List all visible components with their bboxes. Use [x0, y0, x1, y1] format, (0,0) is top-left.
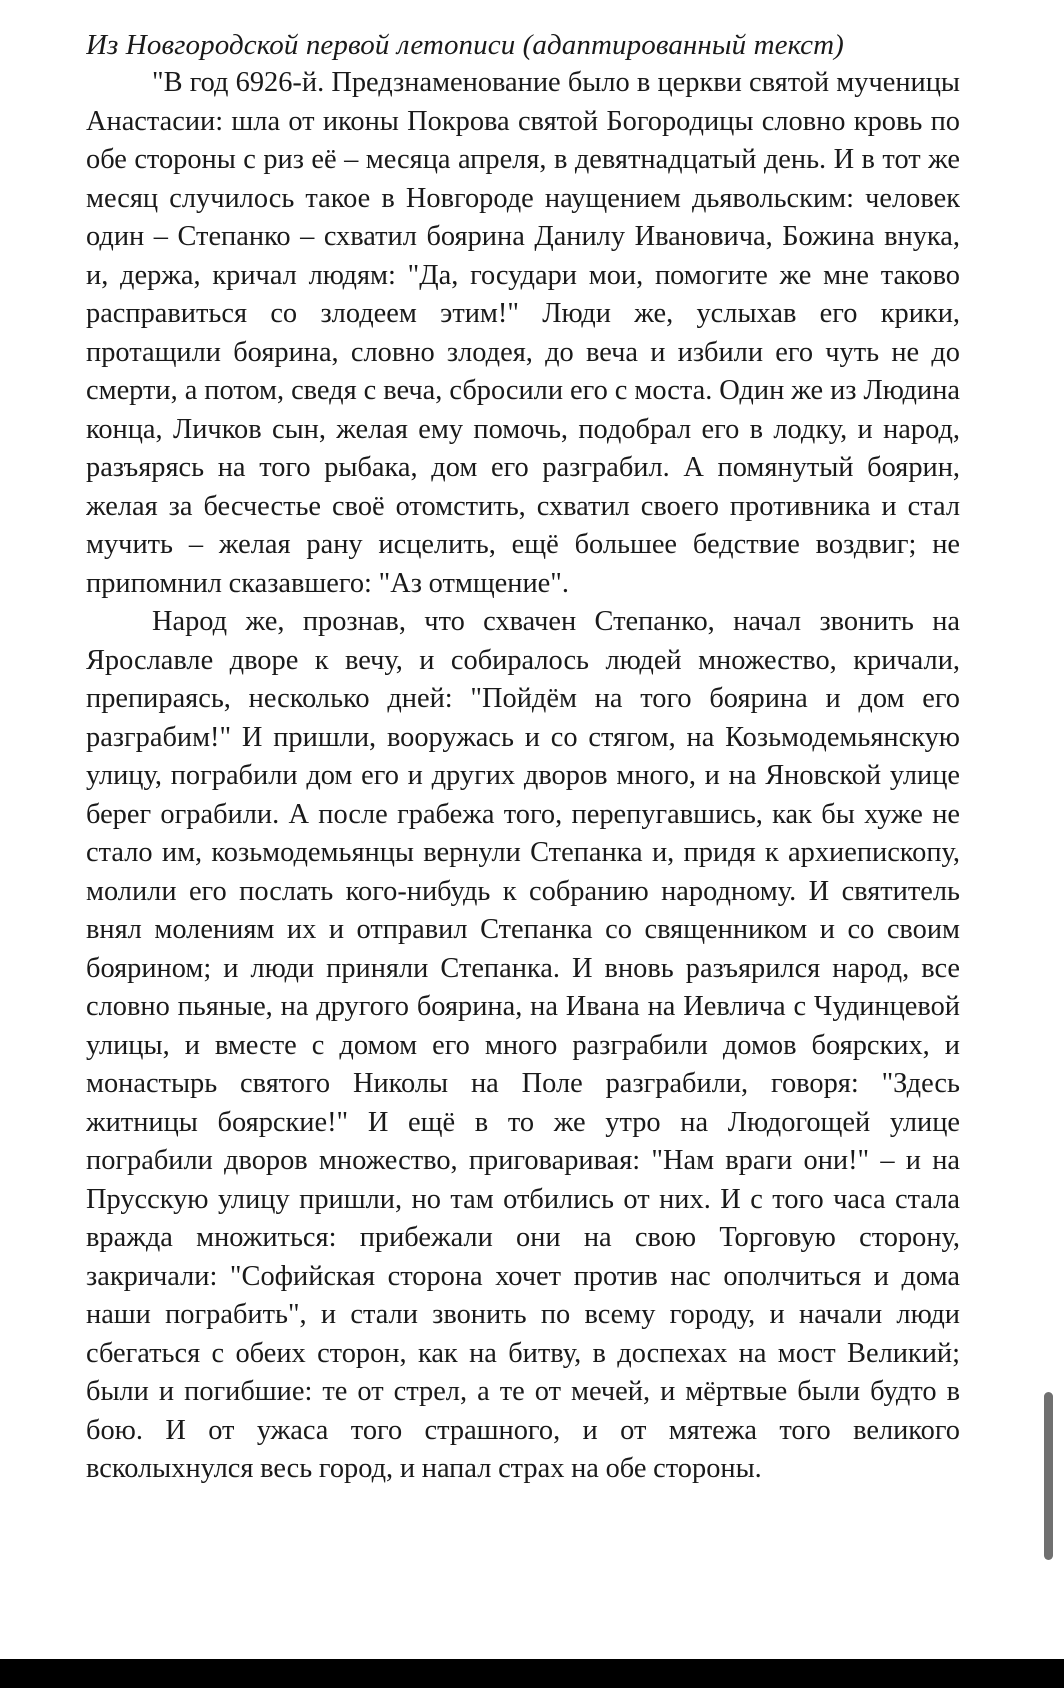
- vertical-scrollbar[interactable]: [1044, 1392, 1053, 1560]
- bottom-bar: [0, 1659, 1064, 1688]
- paragraph: Народ же, прознав, что схвачен Степанко, начал звонить на Ярославле дворе к вечу, и собиралось людей множество, кричали, препираясь, несколько дней: "Пойдём на того боярина и дом его разграбим!" И пришли, вооружась и со стягом, на Козьмодемьянскую улицу, пограбили дом его и других дворов много, и на Яновской улице берег ограбили. А после грабежа того, перепугавшись, как бы хуже не стало им, козьмодемьянцы вернули Степанка и, придя к архиепископу, молили его послать кого-нибудь к собранию народному. И святитель внял молениям их и отправил Степанка со священником и со своим боярином; и люди приняли Степанка. И вновь разъярился народ, все словно пьяные, на другого боярина, на Ивана на Иевлича с Чудинцевой улицы, и вместе с домом его много разграбили домов боярских, и монастырь святого Николы на Поле разграбили, говоря: "Здесь житницы боярские!" И ещё в то же утро на Людогощей улице пограбили дворов множество, приговаривая: "Нам враги они!" – и на Прусскую улицу пришли, но там отбились от них. И с того часа стала вражда множиться: прибежали они на свою Торговую сторону, закричали: "Софийская сторона хочет против нас ополчиться и дома наши пограбить", и стали звонить по всему городу, и начали люди сбегаться с обеих сторон, как на битву, в доспехах на мост Великий; были и погибшие: те от стрел, а те от мечей, и мёртвые были будто в бою. И от ужаса того страшного, и от мятежа того великого всколыхнулся весь город, и напал страх на обе стороны.: [86, 606, 960, 1484]
- document-page: [86, 26, 960, 1650]
- paragraph: "В год 6926-й. Предзнаменование было в церкви святой мученицы Анастасии: шла от иконы Покрова святой Богородицы словно кровь по обе стороны с риз её – месяца апреля, в девятнадцатый день. И в тот же месяц случилось такое в Новгороде наущением дьявольским: человек один – Степанко – схватил боярина Данилу Ивановича, Божина внука, и, держа, кричал людям: "Да, государи мои, помогите же мне таково расправиться со злодеем этим!" Люди же, услыхав его крики, протащили боярина, словно злодея, до веча и избили его чуть не до смерти, а потом, сведя с веча, сбросили его с моста. Один же из Людина конца, Личков сын, желая ему помочь, подобрал его в лодку, и народ, разъярясь на того рыбака, дом его разграбил. А помянутый боярин, желая за бесчестье своё отомстить, схватил своего противника и стал мучить – желая рану исцелить, ещё большее бедствие воздвиг; не припомнил сказавшего: "Аз отмщение".: [86, 67, 960, 599]
- document-title: Из Новгородской первой летописи (адаптированный текст): [86, 29, 844, 61]
